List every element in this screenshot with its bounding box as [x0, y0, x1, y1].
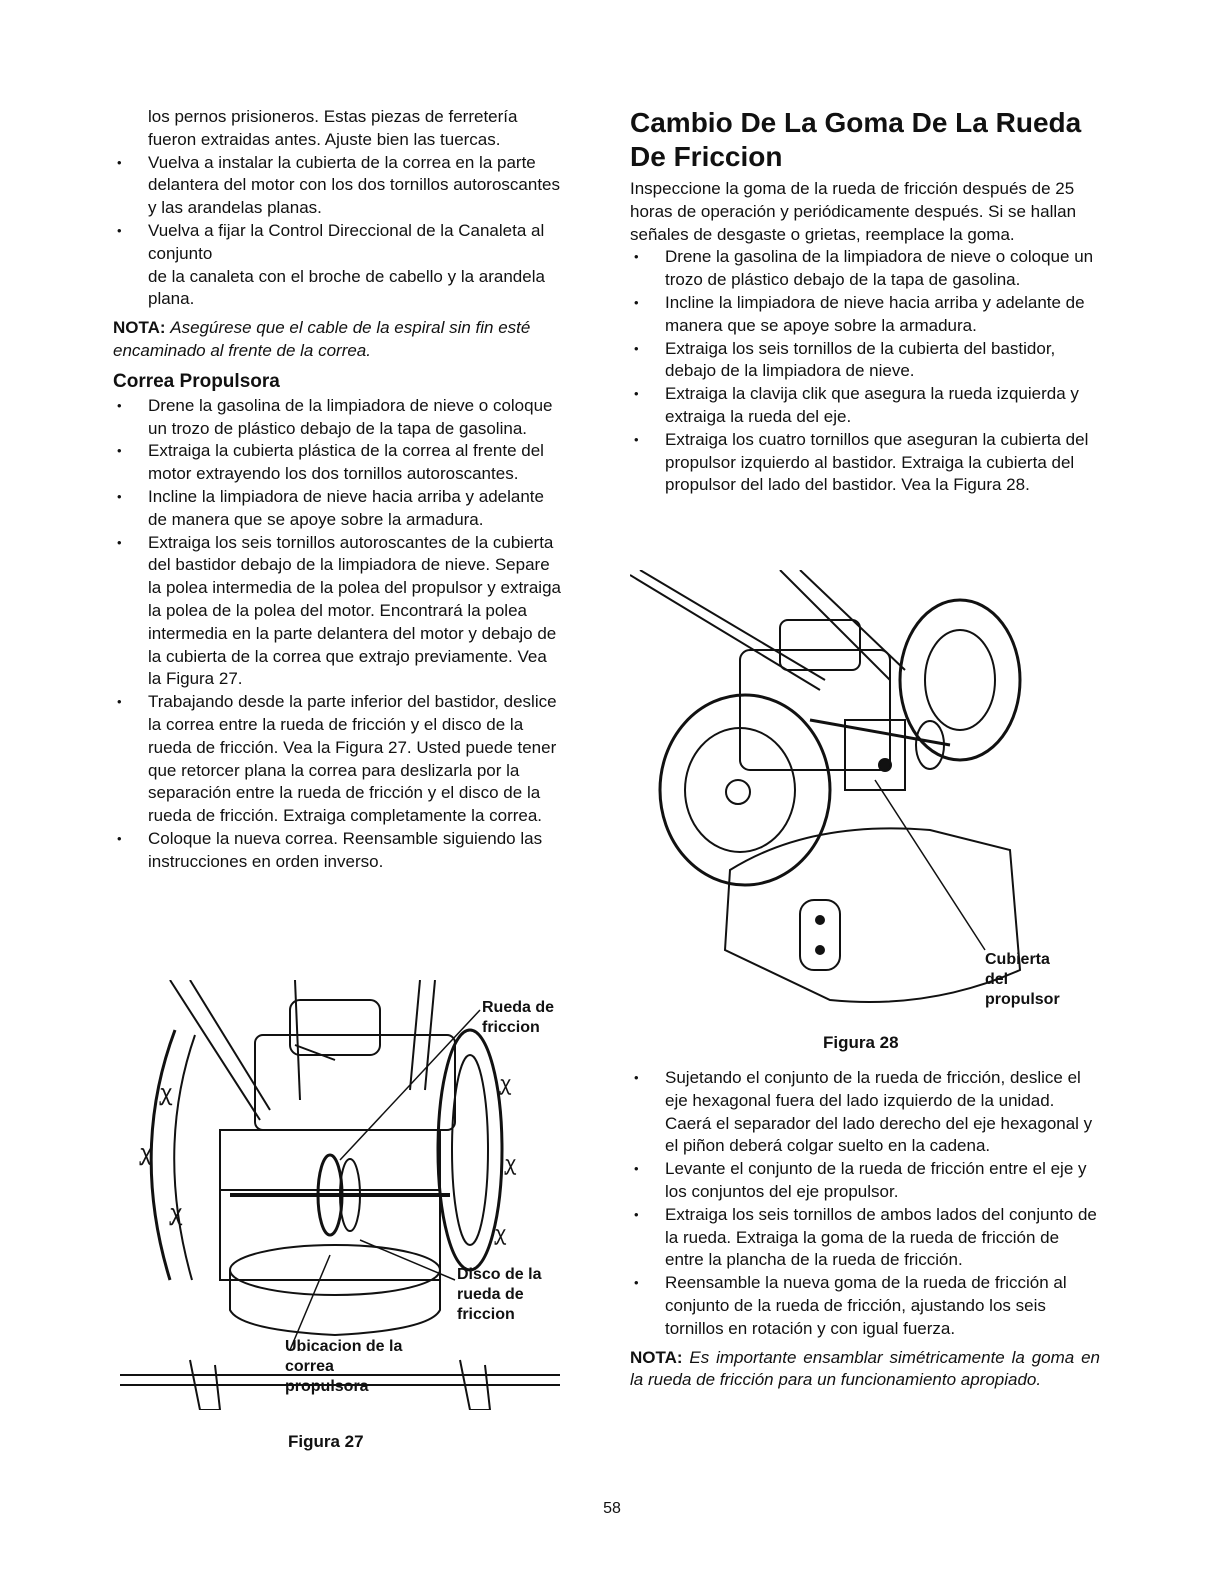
label-friction-wheel: Rueda de friccion	[482, 999, 555, 1036]
section-subheading: Correa Propulsora	[113, 370, 280, 392]
list-item: • Incline la limpiadora de nieve hacia arriba y adelante de manera que se apoye sobre la armadura.	[630, 292, 1100, 338]
figure-28-caption: Figura 28	[823, 1033, 899, 1052]
section-title: Cambio De La Goma De La Rueda De Friccion	[630, 107, 1082, 172]
figure-27	[120, 980, 580, 1460]
note	[630, 1347, 1100, 1393]
svg-text:ꭕ: ꭕ	[505, 1151, 517, 1175]
left-column	[113, 106, 563, 874]
figure-28-illustration	[630, 570, 1030, 1010]
figure-27-caption: Figura 27	[288, 1432, 364, 1451]
label-friction-disc: Disco de la rueda de friccion	[457, 1266, 542, 1323]
list-item: • Extraiga los seis tornillos autoroscantes de la cubierta del bastidor debajo de la limpiadora de nieve. Separe la polea intermedia de la polea del propulsor y extraiga la polea de la polea del motor. Encontrará la polea intermedia en la parte delantera del motor y debajo de la cubierta de la correa que extrajo previamente. Vea la Figura 27.	[113, 532, 563, 692]
note-label: NOTA:	[630, 1347, 683, 1367]
figure-28	[630, 570, 1100, 1060]
right-column	[630, 106, 1100, 497]
note	[113, 317, 563, 363]
list-item: • Extraiga la clavija clik que asegura la rueda izquierda y extraiga la rueda del eje.	[630, 383, 1100, 429]
svg-text:ꭕ: ꭕ	[160, 1081, 173, 1106]
list-item: • Incline la limpiadora de nieve hacia arriba y adelante de manera que se apoye sobre la armadura.	[113, 486, 563, 532]
list-item: • Extraiga los seis tornillos de la cubierta del bastidor, debajo de la limpiadora de nieve.	[630, 338, 1100, 384]
svg-text:ꭕ: ꭕ	[140, 1141, 153, 1166]
list-item: • Coloque la nueva correa. Reensamble siguiendo las instrucciones en orden inverso.	[113, 828, 563, 874]
svg-text:ꭕ: ꭕ	[170, 1201, 183, 1226]
intro-paragraph: Inspeccione la goma de la rueda de fricción después de 25 horas de operación y periódicamente después. Si se hallan señales de desgaste o grietas, reemplace la goma.	[630, 179, 1077, 244]
list-item: • Vuelva a fijar la Control Direccional de la Canaleta al conjunto	[113, 220, 563, 266]
list-item: • Reensamble la nueva goma de la rueda de fricción al conjunto de la rueda de fricción, ajustando los seis tornillos en rotación y con igual fuerza.	[630, 1272, 1100, 1340]
list-item: • Drene la gasolina de la limpiadora de nieve o coloque un trozo de plástico debajo de la tapa de gasolina.	[630, 246, 1100, 292]
list-item: • Levante el conjunto de la rueda de fricción entre el eje y los conjuntos del eje propulsor.	[630, 1158, 1100, 1204]
list-item: • Drene la gasolina de la limpiadora de nieve o coloque un trozo de plástico debajo de la tapa de gasolina.	[113, 395, 563, 441]
page-number: 58	[603, 1500, 621, 1517]
continued-paragraph: los pernos prisioneros. Estas piezas de ferretería fueron extraidas antes. Ajuste bien las tuercas.	[148, 107, 518, 149]
list-item: • Trabajando desde la parte inferior del bastidor, deslice la correa entre la rueda de fricción y el disco de la rueda de fricción. Vea la Figura 27. Usted puede tener que retorcer plana la correa para deslizarla por la separación entre la rueda de fricción y el disco de la rueda de fricción. Extraiga completamente la correa.	[113, 691, 563, 828]
list-item: • Extraiga los cuatro tornillos que aseguran la cubierta del propulsor izquierdo al bastidor. Extraiga la cubierta del propulsor del lado del bastidor. Vea la Figura 28.	[630, 429, 1100, 497]
note-label: NOTA:	[113, 318, 166, 338]
list-item: • Extraiga los seis tornillos de ambos lados del conjunto de la rueda. Extraiga la goma de la rueda de fricción de entre la plancha de la rueda de fricción.	[630, 1204, 1100, 1272]
svg-text:ꭕ: ꭕ	[495, 1221, 507, 1245]
right-column-lower	[630, 1067, 1100, 1392]
label-drive-cover: Cubierta del propulsor	[985, 951, 1060, 1008]
note-text: Asegúrese que el cable de la espiral sin fin esté encaminado al frente de la correa.	[113, 318, 531, 360]
label-belt-location: Ubicacion de la correa propulsora	[285, 1338, 403, 1395]
list-item: • Extraiga la cubierta plástica de la correa al frente del motor extrayendo los dos tornillos autoroscantes.	[113, 440, 563, 486]
svg-text:ꭕ: ꭕ	[500, 1071, 512, 1095]
continued-paragraph: de la canaleta con el broche de cabello y la arandela plana.	[148, 266, 545, 309]
list-item: • Vuelva a instalar la cubierta de la correa en la parte delantera del motor con los dos tornillos autoroscantes y las arandelas planas.	[113, 152, 563, 220]
note-text: Es importante ensamblar simétricamente la goma en la rueda de fricción para un funcionamiento apropiado.	[630, 1347, 1100, 1390]
list-item: • Sujetando el conjunto de la rueda de fricción, deslice el eje hexagonal fuera del lado izquierdo de la unidad. Caerá el separador del lado derecho del eje hexagonal y el piñon deberá colgar suelto en la cadena.	[630, 1067, 1100, 1158]
